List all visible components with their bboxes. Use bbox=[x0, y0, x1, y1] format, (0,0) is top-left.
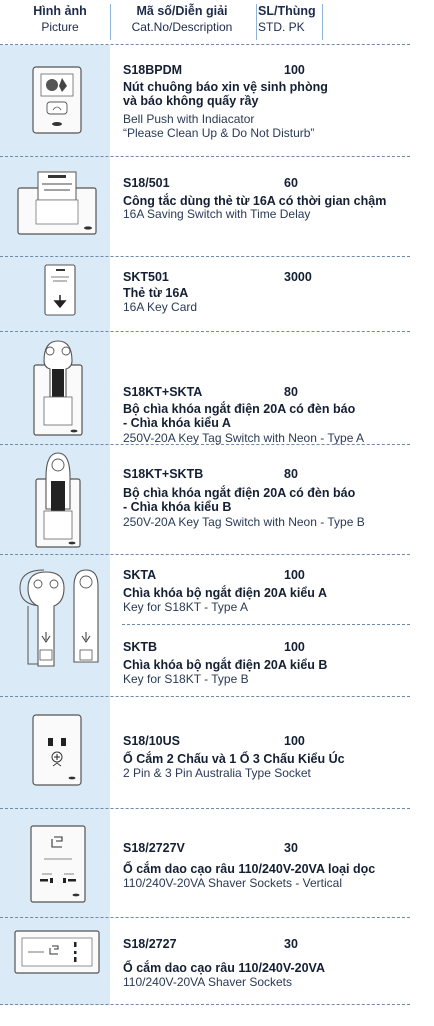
socket-image bbox=[32, 714, 82, 786]
product-qty: 100 bbox=[284, 734, 305, 748]
row-divider bbox=[0, 808, 410, 809]
desc-en-line: 110/240V-20VA Shaver Sockets - Vertical bbox=[123, 876, 343, 890]
header-description bbox=[112, 4, 252, 35]
product-qty: 80 bbox=[284, 385, 298, 399]
product-qty: 30 bbox=[284, 937, 298, 951]
product-code: S18/2727V bbox=[123, 841, 185, 855]
desc-en-line: 16A Saving Switch with Time Delay bbox=[123, 207, 311, 221]
row-divider bbox=[0, 256, 410, 257]
row-divider bbox=[0, 156, 410, 157]
product-code: S18/2727 bbox=[123, 937, 177, 951]
desc-en-line: 110/240V-20VA Shaver Sockets bbox=[123, 975, 293, 989]
card-switch-image bbox=[16, 170, 98, 236]
desc-en-line: 250V-20A Key Tag Switch with Neon - Type B bbox=[123, 515, 365, 529]
header-picture-en: Picture bbox=[41, 20, 79, 34]
desc-vi-line: - Chìa khóa kiểu A bbox=[123, 416, 231, 430]
product-code: S18/501 bbox=[123, 176, 170, 190]
table-header bbox=[0, 0, 434, 42]
product-qty: 3000 bbox=[284, 270, 312, 284]
desc-en-line: Bell Push with Indiacator bbox=[123, 112, 255, 126]
product-qty: 100 bbox=[284, 568, 305, 582]
product-desc-vi bbox=[123, 658, 413, 672]
desc-vi-line: Ổ cắm dao cạo râu 110/240V-20VA loại dọc bbox=[123, 862, 376, 876]
desc-vi-line: Nút chuông báo xin vệ sinh phòng bbox=[123, 80, 328, 94]
header-pack-en: STD. PK bbox=[258, 20, 305, 34]
product-code: S18KT+SKTB bbox=[123, 467, 204, 481]
desc-vi-line: Công tắc dùng thẻ từ 16A có thời gian chậm bbox=[123, 194, 387, 208]
key-tags-image bbox=[16, 566, 102, 670]
product-desc-vi bbox=[123, 752, 413, 766]
product-desc-en bbox=[123, 673, 413, 687]
row-divider bbox=[0, 696, 410, 697]
product-qty: 80 bbox=[284, 467, 298, 481]
desc-vi-line: Bộ chìa khóa ngắt điện 20A có đèn báo bbox=[123, 486, 356, 500]
shaver-socket-vertical-image bbox=[30, 825, 86, 903]
row-divider bbox=[0, 1004, 410, 1005]
header-description-vi: Mã số/Diễn giải bbox=[136, 4, 228, 18]
header-divider bbox=[110, 4, 111, 40]
product-desc-vi bbox=[123, 486, 413, 514]
row-divider bbox=[0, 44, 410, 45]
product-desc-en bbox=[123, 208, 413, 222]
desc-vi-line: Chìa khóa bộ ngắt điện 20A kiểu B bbox=[123, 658, 328, 672]
product-desc-vi bbox=[123, 862, 413, 876]
product-desc-en bbox=[123, 113, 413, 140]
product-desc-vi bbox=[123, 586, 413, 600]
product-desc-en bbox=[123, 301, 413, 315]
desc-vi-line: Chìa khóa bộ ngắt điện 20A kiểu A bbox=[123, 586, 327, 600]
product-desc-en bbox=[123, 516, 413, 530]
desc-en-line: Key for S18KT - Type A bbox=[123, 600, 248, 614]
product-qty: 100 bbox=[284, 63, 305, 77]
desc-vi-line: và báo không quấy rầy bbox=[123, 94, 259, 108]
product-desc-vi bbox=[123, 80, 413, 108]
product-desc-en bbox=[123, 767, 413, 781]
desc-en-line: 2 Pin & 3 Pin Australia Type Socket bbox=[123, 766, 311, 780]
product-desc-vi bbox=[123, 286, 413, 300]
header-picture-vi: Hình ảnh bbox=[33, 4, 87, 18]
header-pack bbox=[258, 4, 322, 35]
product-qty: 60 bbox=[284, 176, 298, 190]
header-divider bbox=[322, 4, 323, 40]
header-pack-vi: SL/Thùng bbox=[258, 4, 316, 18]
product-desc-vi bbox=[123, 961, 413, 975]
row-divider bbox=[0, 917, 410, 918]
product-code: S18BPDM bbox=[123, 63, 183, 77]
header-picture bbox=[26, 4, 94, 35]
shaver-socket-image bbox=[14, 930, 100, 974]
product-desc-en bbox=[123, 601, 413, 615]
desc-vi-line: - Chìa khóa kiểu B bbox=[123, 500, 232, 514]
desc-en-line: 250V-20A Key Tag Switch with Neon - Type A bbox=[123, 431, 365, 445]
desc-en-line: “Please Clean Up & Do Not Disturb” bbox=[123, 125, 315, 140]
product-desc-vi bbox=[123, 194, 413, 208]
desc-en-line: Key for S18KT - Type B bbox=[123, 672, 249, 686]
bell-push-image bbox=[32, 66, 82, 134]
product-code: SKT501 bbox=[123, 270, 169, 284]
product-qty: 100 bbox=[284, 640, 305, 654]
product-desc-en bbox=[123, 432, 413, 446]
product-desc-en bbox=[123, 976, 413, 990]
desc-en-line: 16A Key Card bbox=[123, 300, 198, 314]
row-divider bbox=[122, 624, 410, 625]
header-divider bbox=[256, 4, 257, 40]
desc-vi-line: Bộ chìa khóa ngắt điện 20A có đèn báo bbox=[123, 402, 356, 416]
product-code: S18KT+SKTA bbox=[123, 385, 203, 399]
desc-vi-line: Ổ cắm dao cạo râu 110/240V-20VA bbox=[123, 961, 325, 975]
product-desc-vi bbox=[123, 402, 413, 430]
header-description-en: Cat.No/Description bbox=[131, 20, 233, 34]
product-code: SKTA bbox=[123, 568, 157, 582]
desc-vi-line: Thẻ từ 16A bbox=[123, 286, 189, 300]
product-code: S18/10US bbox=[123, 734, 180, 748]
product-desc-en bbox=[123, 877, 413, 891]
product-qty: 30 bbox=[284, 841, 298, 855]
key-tag-switch-a-image bbox=[30, 339, 86, 437]
key-tag-switch-b-image bbox=[34, 451, 82, 549]
row-divider bbox=[0, 554, 410, 555]
row-divider bbox=[0, 331, 410, 332]
key-card-image bbox=[44, 264, 76, 316]
desc-vi-line: Ổ Cắm 2 Chấu và 1 Ổ 3 Chấu Kiểu Úc bbox=[123, 752, 345, 766]
product-code: SKTB bbox=[123, 640, 158, 654]
